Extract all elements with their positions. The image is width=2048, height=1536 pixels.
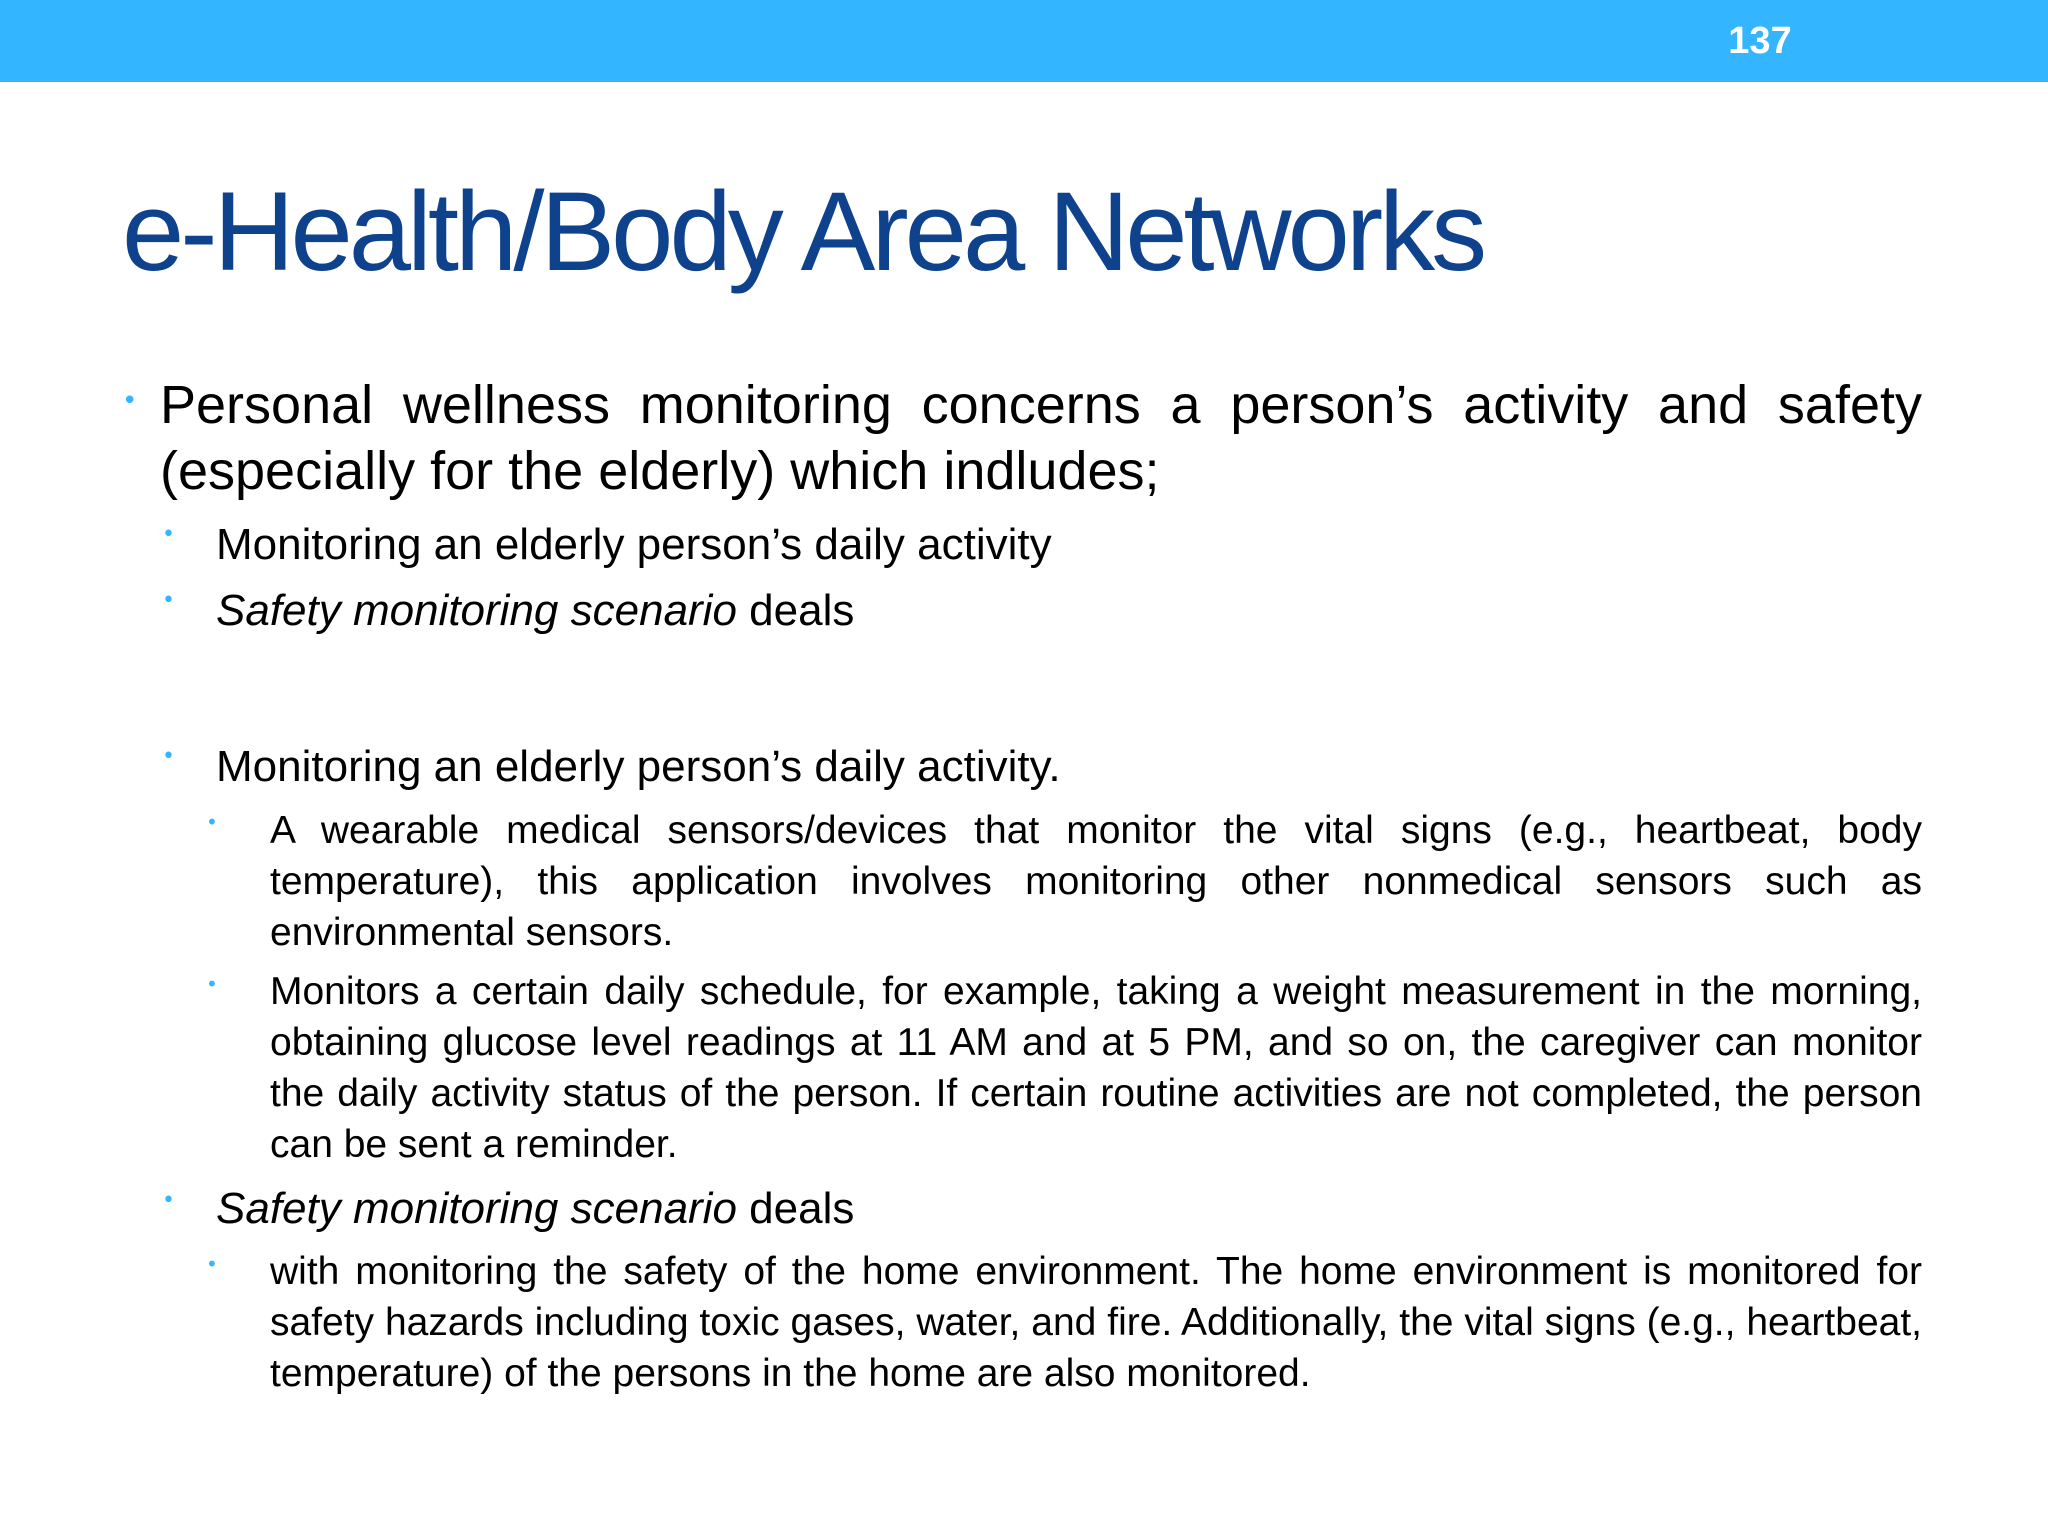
daily-activity-detail-1: A wearable medical sensors/devices that monitor the vital signs (e.g., heartbeat, body temperature), this application involves monitoring other nonmedical sensors such as environmental sensors. — [270, 809, 1922, 954]
bullet-dot-icon: • — [206, 810, 218, 834]
safety-detail-1: with monitoring the safety of the home environment. The home environment is monitored for safety hazards including toxic gases, water, and fire. Additionally, the vital signs (e.g., heartbeat, temperature) of the persons in the home are also monitored. — [270, 1250, 1922, 1395]
bullet-dot-icon: • — [162, 1188, 175, 1213]
overview-item-daily-activity: Monitoring an elderly person’s daily activity — [216, 520, 1052, 569]
slide-title: e-Health/Body Area Networks — [122, 169, 1484, 294]
intro-paragraph: Personal wellness monitoring concerns a person’s activity and safety (especially for the elderly) which indludes; — [160, 375, 1922, 501]
daily-activity-detail-2: Monitors a certain daily schedule, for example, taking a weight measurement in the morning, obtaining glucose level readings at 11 AM and at 5 PM, and so on, the caregiver can monitor the daily activity status of the person. If certain routine activities are not completed, the person can be sent a reminder. — [270, 970, 1922, 1166]
overview-item-safety-rest: deals — [736, 586, 855, 635]
safety-heading-italic: Safety monitoring scenario — [216, 1184, 737, 1233]
overview-item-safety-italic: Safety monitoring scenario — [216, 586, 737, 635]
bullet-dot-icon: • — [122, 386, 138, 416]
safety-heading-rest: deals — [736, 1184, 855, 1233]
bullet-dot-icon: • — [162, 744, 175, 769]
safety-heading — [216, 1176, 1916, 1242]
bullet-dot-icon: • — [206, 972, 218, 996]
bullet-dot-icon: • — [162, 522, 175, 547]
page-number: 137 — [1728, 20, 1792, 62]
overview-item-safety — [216, 578, 1916, 644]
bullet-dot-icon: • — [206, 1252, 218, 1276]
daily-activity-heading: Monitoring an elderly person’s daily activity. — [216, 742, 1061, 791]
bullet-dot-icon: • — [162, 588, 175, 613]
